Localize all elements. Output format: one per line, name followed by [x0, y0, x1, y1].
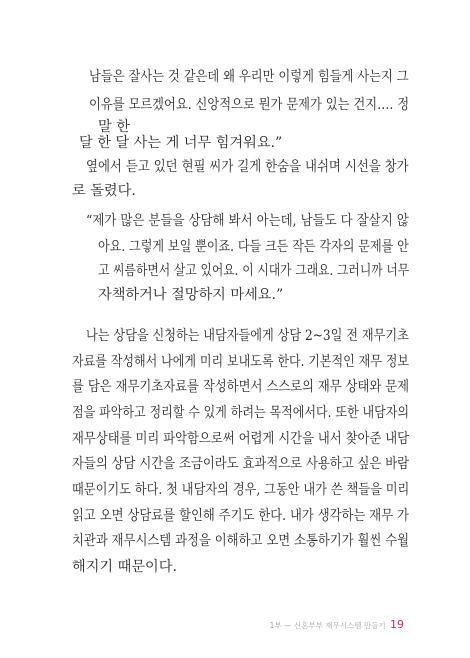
quote1-line1: 남들은 잘사는 것 같은데 왜 우리만 이렇게 힘들게 사는지 그 [89, 69, 409, 85]
quote2-line2: 아요. 그렇게 보일 뿐이죠. 다들 크든 작든 각자의 문제를 안 [98, 239, 409, 255]
quote2-line1: “제가 많은 분들을 상담해 봐서 아는데, 남들도 다 잘살지 않 [86, 213, 409, 229]
paragraph-line9: 치관과 재무시스템 과정을 이해하고 오면 소통하기가 훨씬 수월 [72, 533, 410, 549]
quote1-line4: 달 한 달 사는 게 너무 힘겨워요.” [79, 135, 283, 151]
page-number: 19 [390, 618, 404, 631]
narration-line2: 로 돌렸다. [72, 183, 136, 199]
paragraph-line10: 해지기 때문이다. [72, 559, 177, 575]
quote1-line2: 이유를 모르겠어요. 신앙적으로 뭔가 문제가 있는 건지…. 정 [89, 97, 410, 113]
quote2-line3: 고 씨름하면서 살고 있어요. 이 시대가 그래요. 그러니까 너무 [98, 263, 410, 279]
paragraph-line3: 를 담은 재무기초자료를 작성하면서 스스로의 재무 상태와 문제 [72, 379, 410, 395]
paragraph-line7: 때문이기도 하다. 첫 내담자의 경우, 그동안 내가 쓴 책들을 미리 [72, 482, 410, 498]
footer-section-title: 1부 — 신혼부부 재무시스템 만들기 [269, 621, 386, 630]
paragraph-line8: 읽고 오면 상담료를 할인해 주기도 한다. 내가 생각하는 재무 가 [72, 508, 409, 524]
paragraph-line2: 자료를 작성해서 나에게 미리 보내도록 한다. 기본적인 재무 정보 [72, 354, 409, 370]
page-footer [270, 618, 404, 631]
paragraph-line5: 재무상태를 미리 파악함으로써 어렵게 시간을 내서 찾아준 내담 [72, 431, 410, 447]
paragraph-line6: 자들의 상담 시간을 조금이라도 효과적으로 사용하고 싶은 바람 [72, 456, 410, 472]
quote1-line3: 말 한 [98, 119, 130, 135]
narration-line1: 옆에서 듣고 있던 현필 씨가 길게 한숨을 내쉬며 시선을 창가 [86, 159, 409, 175]
paragraph-line1: 나는 상담을 신청하는 내담자들에게 상담 2~3일 전 재무기초 [86, 328, 409, 344]
quote2-line4: 자책하거나 절망하지 마세요.” [98, 287, 284, 303]
paragraph-line4: 점을 파악하고 정리할 수 있게 하려는 목적에서다. 또한 내담자의 [72, 405, 409, 421]
